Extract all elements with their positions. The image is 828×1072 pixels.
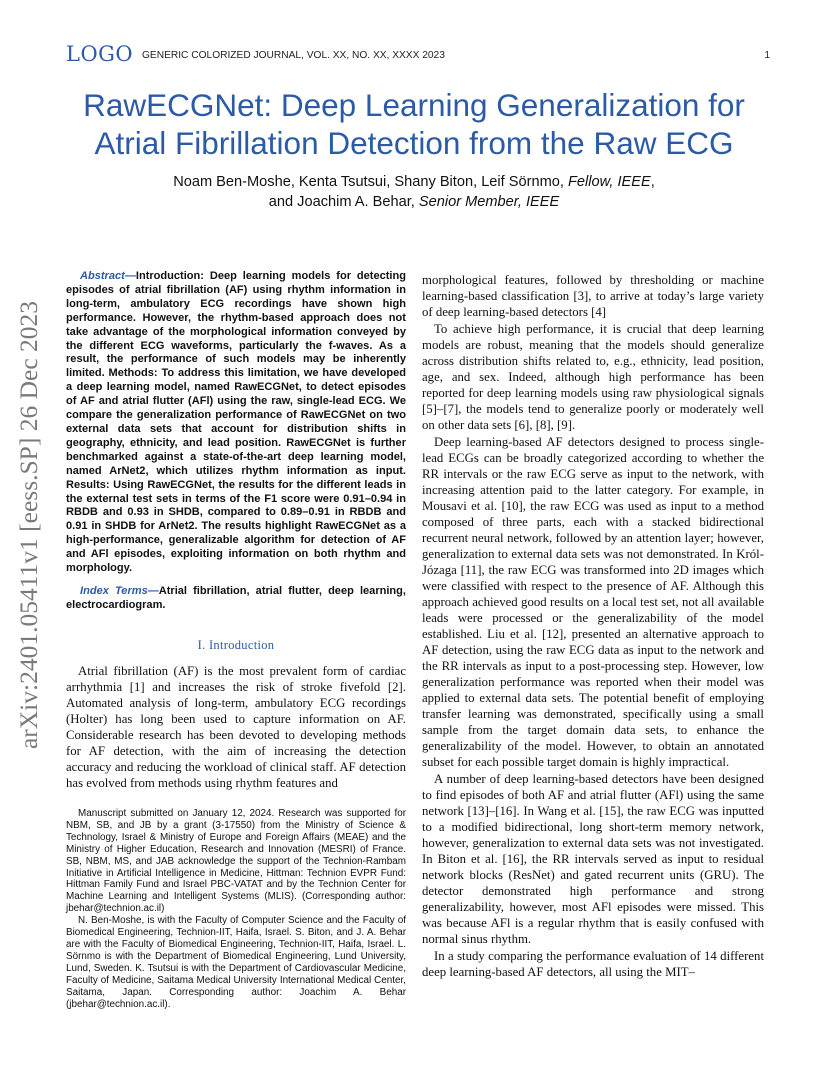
abstract-text: Introduction: Deep learning models for detecting episodes of atrial fibrillation (AF) using rhythm information in long-term, ambulatory ECG recordings have shown high performance. However, the rhythm-based approach does not take advantage of the morphological information conveyed by the different ECG waveforms, particularly the f-waves. As a result, the performance of such models may be inherently limited. Methods: To address this limitation, we have developed a deep learning model, named RawECGNet, to detect episodes of AF and atrial flutter (AFl) using the raw, single-lead ECG. We compare the generalization performance of RawECGNet on two external data sets that account for distribution shifts in geography, ethnicity, and lead position. RawECGNet is further benchmarked against a state-of-the-art deep learning model, named ArNet2, which utilizes rhythm information as input. Results: Using RawECGNet, the results for the different leads in the external test sets in terms of the F1 score were 0.91–0.94 in RBDB and 0.93 in SHDB, compared to 0.89–0.91 in RBDB and 0.91 in SHDB for ArNet2. The results highlight RawECGNet as a high-performance, generalizable algorithm for detection of AF and AFl episodes, exploiting information on both rhythm and morphology. bbox=[66, 270, 406, 575]
author-line-1-end: , bbox=[650, 174, 655, 190]
intro-paragraph-5: In a study comparing the performance evaluation of 14 different deep learning-based AF detectors, all using the MIT– bbox=[422, 949, 764, 979]
author-list bbox=[40, 172, 788, 212]
author-names-2: and Joachim A. Behar, bbox=[268, 194, 419, 210]
section-heading-introduction: I. Introduction bbox=[197, 637, 275, 652]
right-column bbox=[422, 272, 764, 981]
index-terms bbox=[66, 585, 406, 613]
footnote-affiliations: N. Ben-Moshe, is with the Faculty of Computer Science and the Faculty of Biomedical Engineering, Technion-IIT, Haifa, Israel. S. Biton, and J. A. Behar are with the Faculty of Biomedical Engineering, Technion-IIT, Haifa, Israel. L. Sörnmo is with the Department of Biomedical Engineering, Lund University, Lund, Sweden. K. Tsutsui is with the Department of Cardiovascular Medicine, Faculty of Medicine, Saitama Medical University International Medical Center, Saitama, Japan. Corresponding author: Joachim A. Behar (jbehar@technion.ac.il). bbox=[66, 915, 406, 1010]
author-line-1 bbox=[40, 172, 788, 192]
intro-paragraph-2: To achieve high performance, it is crucial that deep learning models are robust, meaning that the models should generalize across distribution shifts related to, e.g., ethnicity, lead position, age, and sex. Indeed, although high performance has been reported for deep learning models using raw physiological signals [5]–[7], the models tend to generalize poorly or moderately well on other data sets [6], [8], [9]. bbox=[422, 322, 764, 432]
left-column bbox=[66, 270, 406, 791]
index-terms-label: Index Terms— bbox=[80, 584, 159, 597]
page-number: 1 bbox=[764, 50, 770, 61]
intro-paragraph-4: A number of deep learning-based detectors have been designed to find episodes of both AF and atrial flutter (AFl) using the same network [13]–[16]. In Wang et al. [15], the raw ECG was inputted to a modified bidirectional, long short-term memory network, however, generalization to external data sets was not investigated. In Biton et al. [16], the RR intervals served as input to residual network blocks (ResNet) and gated recurrent units (GRU). The detector demonstrated high performance and strong generalizability, however, most AFl episodes were missed. This was because AFl is a regular rhythm that is easily confused with normal sinus rhythm. bbox=[422, 772, 764, 946]
abstract-label: Abstract— bbox=[80, 270, 136, 282]
intro-paragraph-1-cont: morphological features, followed by thresholding or machine learning-based classification [3], to arrive at today’s large variety of deep learning-based detectors [4] bbox=[422, 273, 764, 319]
intro-paragraph-1: Atrial fibrillation (AF) is the most prevalent form of cardiac arrhythmia [1] and increases the risk of stroke fivefold [2]. Automated analysis of long-term, ambulatory ECG recordings (Holter) has long been used to capture information on AF. Considerable research has been devoted to developing methods for AF detection, with the aim of increasing the detection accuracy and reducing the workload of clinical staff. AF detection has evolved from methods using rhythm features and bbox=[66, 663, 406, 790]
author-line-2 bbox=[40, 192, 788, 212]
index-terms-text: Atrial fibrillation, atrial flutter, deep learning, electrocardiogram. bbox=[66, 584, 406, 611]
author-names-1: Noam Ben-Moshe, Kenta Tsutsui, Shany Biton, Leif Sörnmo, bbox=[173, 174, 568, 190]
journal-running-head: GENERIC COLORIZED JOURNAL, VOL. XX, NO. XX, XXXX 2023 bbox=[142, 50, 445, 61]
intro-paragraph-3: Deep learning-based AF detectors designed to process single-lead ECGs can be broadly categorized according to whether the RR intervals or the raw ECG serve as input to the network, with increasing attention paid to the latter category. For example, in Mousavi et al. [10], the raw ECG was used as input to a method composed of three parts, each with a stacked bidirectional recurrent neural network, followed by an attention layer; however, generalization to external data sets was not demonstrated. In Król-Józaga [11], the raw ECG was transformed into 2D images which were classified with respect to the presence of AF. Although this approach achieved good results on a local test set, not all available leads were processed or the generalizability of the model established. Liu et al. [12], presented an alternative approach to AF detection, using the raw ECG data as input to the network and the RR intervals as input to a post-processing step. However, low generalization performance was reported when their model was applied to external data sets. The potential benefit of employing transfer learning was demonstrated, specifically using a small sample from the target domain data sets, to enhance the generalizability of the model. However, to obtain an annotated subset for each possible target domain is highly impractical. bbox=[422, 435, 764, 769]
paper-title bbox=[40, 86, 788, 162]
journal-logo: LOGO bbox=[66, 42, 134, 66]
title-line-1: RawECGNet: Deep Learning Generalization for bbox=[83, 87, 745, 123]
author-title-1: Fellow, IEEE bbox=[567, 174, 651, 190]
arxiv-stamp bbox=[4, 280, 54, 770]
author-title-2: Senior Member, IEEE bbox=[418, 194, 560, 210]
footnote bbox=[66, 808, 406, 1010]
page-header bbox=[66, 44, 770, 68]
arxiv-stamp-text: arXiv:2401.05411v1 [eess.SP] 26 Dec 2023 bbox=[14, 300, 43, 750]
footnote-funding: Manuscript submitted on January 12, 2024. Research was supported for NBM, SB, and JB by a grant (3-17550) from the Ministry of Science & Technology, Israel & Ministry of Europe and Foreign Affairs (MEAE) and the Ministry of Higher Education, Research and Innovation (MESRI) of France. SB, NBM, MS, and JAB acknowledge the support of the Technion-Rambam Initiative in Artificial Intelligence in Medicine, Hittman: Technion EVPR Fund: Hittman Family Fund and Israel PBC-VATAT and by the Technion Center for Machine Learning and Intelligent Systems (MLIS). (Corresponding author: jbehar@technion.ac.il) bbox=[66, 808, 406, 915]
title-line-2: Atrial Fibrillation Detection from the Raw ECG bbox=[94, 125, 734, 161]
abstract bbox=[66, 270, 406, 576]
